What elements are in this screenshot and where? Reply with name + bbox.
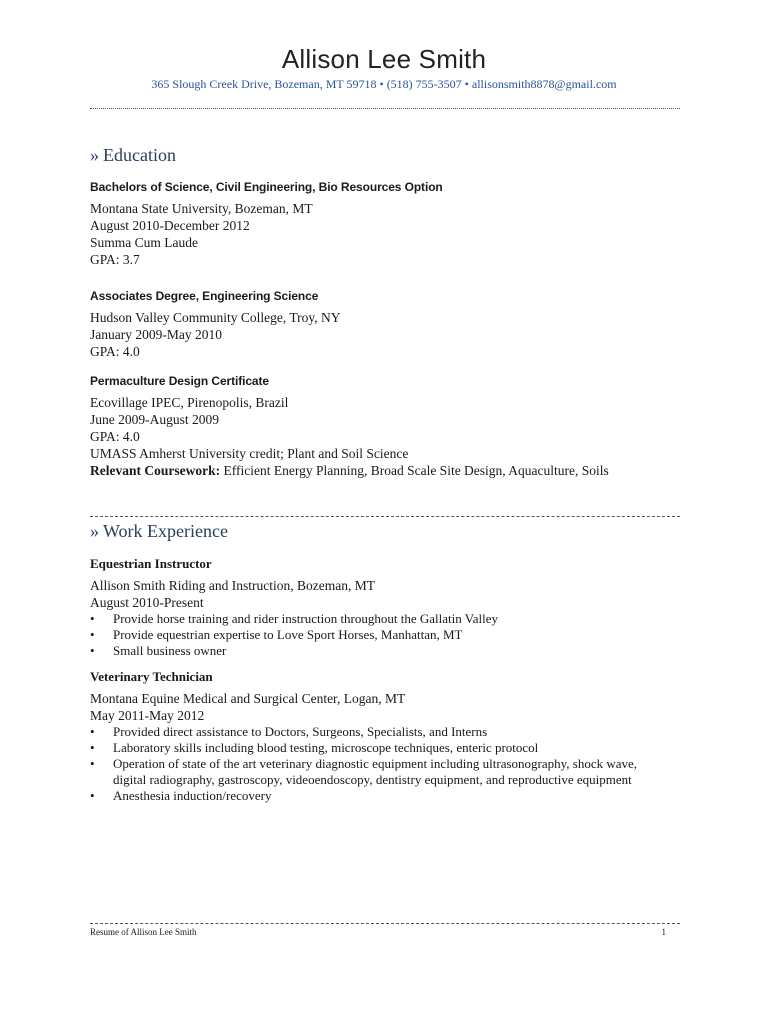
section-divider	[90, 516, 680, 517]
degree-heading: Associates Degree, Engineering Science	[90, 289, 319, 303]
bullet-text: Laboratory skills including blood testing, microscope techniques, enteric protocol	[113, 740, 539, 755]
degree-associates	[90, 289, 690, 360]
degree-line: Ecovillage IPEC, Pirenopolis, Brazil	[90, 395, 289, 410]
bullet-icon: •	[90, 611, 95, 626]
work-section-title	[90, 521, 228, 542]
bullet-item	[90, 724, 690, 740]
degree-bachelors	[90, 180, 690, 268]
work-title-text: Work Experience	[103, 521, 228, 541]
bullet-icon: •	[90, 740, 95, 755]
job-veterinary	[90, 669, 690, 804]
bullet-continuation-text: digital radiography, gastroscopy, videoendoscopy, dentistry equipment, and reproductive equipment	[113, 772, 632, 787]
bullet-item	[90, 756, 690, 788]
bullet-item	[90, 627, 690, 643]
job-title: Equestrian Instructor	[90, 556, 212, 571]
bullet-text: Anesthesia induction/recovery	[113, 788, 272, 803]
contact-line: 365 Slough Creek Drive, Bozeman, MT 59718 • (518) 755-3507 • allisonsmith8878@gmail.com	[151, 77, 617, 91]
bullet-item	[90, 643, 690, 659]
degree-heading: Bachelors of Science, Civil Engineering, Bio Resources Option	[90, 180, 443, 194]
degree-line: Hudson Valley Community College, Troy, NY	[90, 310, 341, 325]
job-title: Veterinary Technician	[90, 669, 213, 684]
job-line: Allison Smith Riding and Instruction, Bozeman, MT	[90, 578, 375, 593]
footer-label: Resume of Allison Lee Smith	[90, 927, 197, 937]
degree-line: GPA: 4.0	[90, 344, 140, 359]
chevron-right-icon: »	[90, 145, 99, 165]
degree-heading: Permaculture Design Certificate	[90, 374, 269, 388]
job-bullets	[90, 724, 690, 804]
coursework-line	[90, 462, 690, 479]
degree-line: August 2010-December 2012	[90, 218, 250, 233]
degree-line: UMASS Amherst University credit; Plant and Soil Science	[90, 446, 409, 461]
bullet-text: Provided direct assistance to Doctors, Surgeons, Specialists, and Interns	[113, 724, 488, 739]
job-line: Montana Equine Medical and Surgical Center, Logan, MT	[90, 691, 406, 706]
bullet-text: Provide equestrian expertise to Love Sport Horses, Manhattan, MT	[113, 627, 463, 642]
bullet-text: Operation of state of the art veterinary diagnostic equipment including ultrasonography, shock wave,	[113, 756, 638, 771]
degree-line: Summa Cum Laude	[90, 235, 198, 250]
footer-divider	[90, 923, 680, 924]
header-divider	[90, 108, 680, 109]
bullet-icon: •	[90, 788, 95, 803]
degree-line: GPA: 3.7	[90, 252, 140, 267]
degree-permaculture	[90, 374, 690, 479]
degree-line: GPA: 4.0	[90, 429, 140, 444]
bullet-icon: •	[90, 756, 95, 771]
degree-line: January 2009-May 2010	[90, 327, 222, 342]
job-line: August 2010-Present	[90, 595, 204, 610]
degree-line: Montana State University, Bozeman, MT	[90, 201, 313, 216]
bullet-icon: •	[90, 627, 95, 642]
job-bullets	[90, 611, 690, 659]
degree-line: June 2009-August 2009	[90, 412, 219, 427]
job-equestrian	[90, 556, 690, 659]
bullet-text: Small business owner	[113, 643, 227, 658]
bullet-item	[90, 740, 690, 756]
bullet-text: Provide horse training and rider instruction throughout the Gallatin Valley	[113, 611, 498, 626]
coursework-label: Relevant Coursework:	[90, 463, 221, 478]
bullet-item	[90, 611, 690, 627]
education-title-text: Education	[103, 145, 176, 165]
bullet-icon: •	[90, 643, 95, 658]
bullet-icon: •	[90, 724, 95, 739]
education-section-title	[90, 145, 176, 166]
resume-name: Allison Lee Smith	[281, 44, 487, 74]
job-line: May 2011-May 2012	[90, 708, 205, 723]
page-number: 1	[661, 927, 666, 937]
bullet-item	[90, 788, 690, 804]
chevron-right-icon: »	[90, 521, 99, 541]
coursework-text: Efficient Energy Planning, Broad Scale Site Design, Aquaculture, Soils	[220, 463, 609, 478]
